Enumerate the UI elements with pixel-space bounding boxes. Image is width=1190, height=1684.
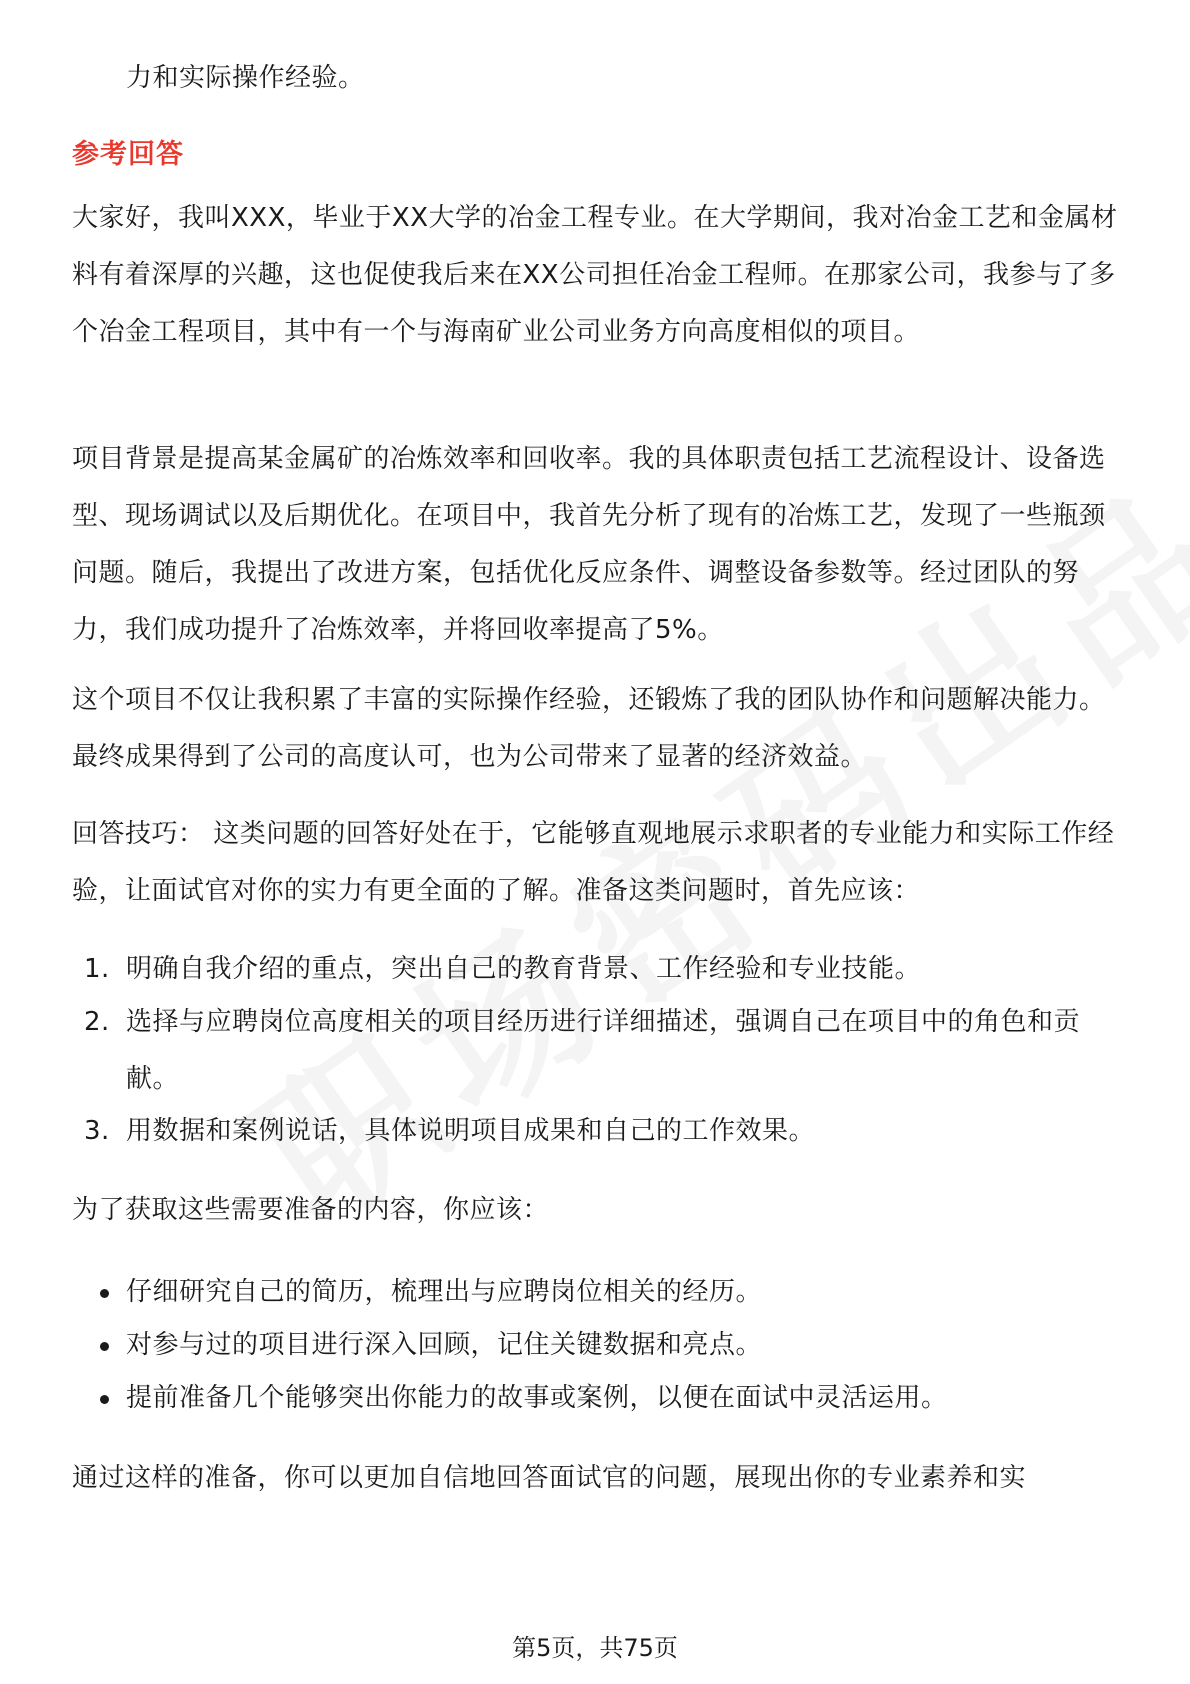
bullet-list-item <box>72 1317 1122 1374</box>
intro-tail-text: 力和实际操作经验。 <box>126 63 365 93</box>
paragraph-project-background: 项目背景是提高某金属矿的冶炼效率和回收率。我的具体职责包括工艺流程设计、设备选型、现场调试以及后期优化。在项目中，我首先分析了现有的冶炼工艺，发现了一些瓶颈问题。随后，我提出了改进方案，包括优化反应条件、调整设备参数等。经过团队的努力，我们成功提升了冶炼效率，并将回收率提高了5%。 <box>72 444 1106 645</box>
list-item-text: 对参与过的项目进行深入回顾，记住关键数据和亮点。 <box>126 1330 763 1360</box>
numbered-list-item <box>72 994 1122 1108</box>
numbered-list-item <box>72 941 1122 998</box>
bullet-dot-icon <box>100 1395 109 1404</box>
paragraph-outcome: 这个项目不仅让我积累了丰富的实际操作经验，还锻炼了我的团队协作和问题解决能力。最终成果得到了公司的高度认可，也为公司带来了显著的经济效益。 <box>72 685 1106 772</box>
reference-answer-heading: 参考回答 <box>72 139 184 170</box>
list-item-text: 仔细研究自己的简历，梳理出与应聘岗位相关的经历。 <box>126 1277 763 1307</box>
list-number: 3. <box>84 1116 110 1146</box>
bullet-list-item <box>72 1264 1122 1321</box>
closing-paragraph: 通过这样的准备，你可以更加自信地回答面试官的问题，展现出你的专业素养和实 <box>72 1463 1027 1493</box>
paragraph-intro: 大家好，我叫XXX，毕业于XX大学的冶金工程专业。在大学期间，我对冶金工艺和金属材料有着深厚的兴趣，这也促使我后来在XX公司担任冶金工程师。在那家公司，我参与了多个冶金工程项目，其中有一个与海南矿业公司业务方向高度相似的项目。 <box>72 203 1118 347</box>
list-item-text: 明确自我介绍的重点，突出自己的教育背景、工作经验和专业技能。 <box>126 954 922 984</box>
paragraph-answer-tips: 回答技巧： 这类问题的回答好处在于，它能够直观地展示求职者的专业能力和实际工作经验，让面试官对你的实力有更全面的了解。准备这类问题时，首先应该： <box>72 819 1115 906</box>
bullet-dot-icon <box>100 1342 109 1351</box>
page-number-footer: 第5页，共75页 <box>512 1634 678 1662</box>
numbered-list-item <box>72 1103 1122 1160</box>
list-number: 2. <box>84 1007 110 1037</box>
bullet-dot-icon <box>100 1289 109 1298</box>
list-item-text: 选择与应聘岗位高度相关的项目经历进行详细描述，强调自己在项目中的角色和贡献。 <box>126 1007 1081 1094</box>
prep-intro-text: 为了获取这些需要准备的内容，你应该： <box>72 1195 550 1225</box>
list-number: 1. <box>84 954 110 984</box>
list-item-text: 用数据和案例说话，具体说明项目成果和自己的工作效果。 <box>126 1116 816 1146</box>
bullet-list-item <box>72 1370 1122 1427</box>
list-item-text: 提前准备几个能够突出你能力的故事或案例，以便在面试中灵活运用。 <box>126 1383 948 1413</box>
